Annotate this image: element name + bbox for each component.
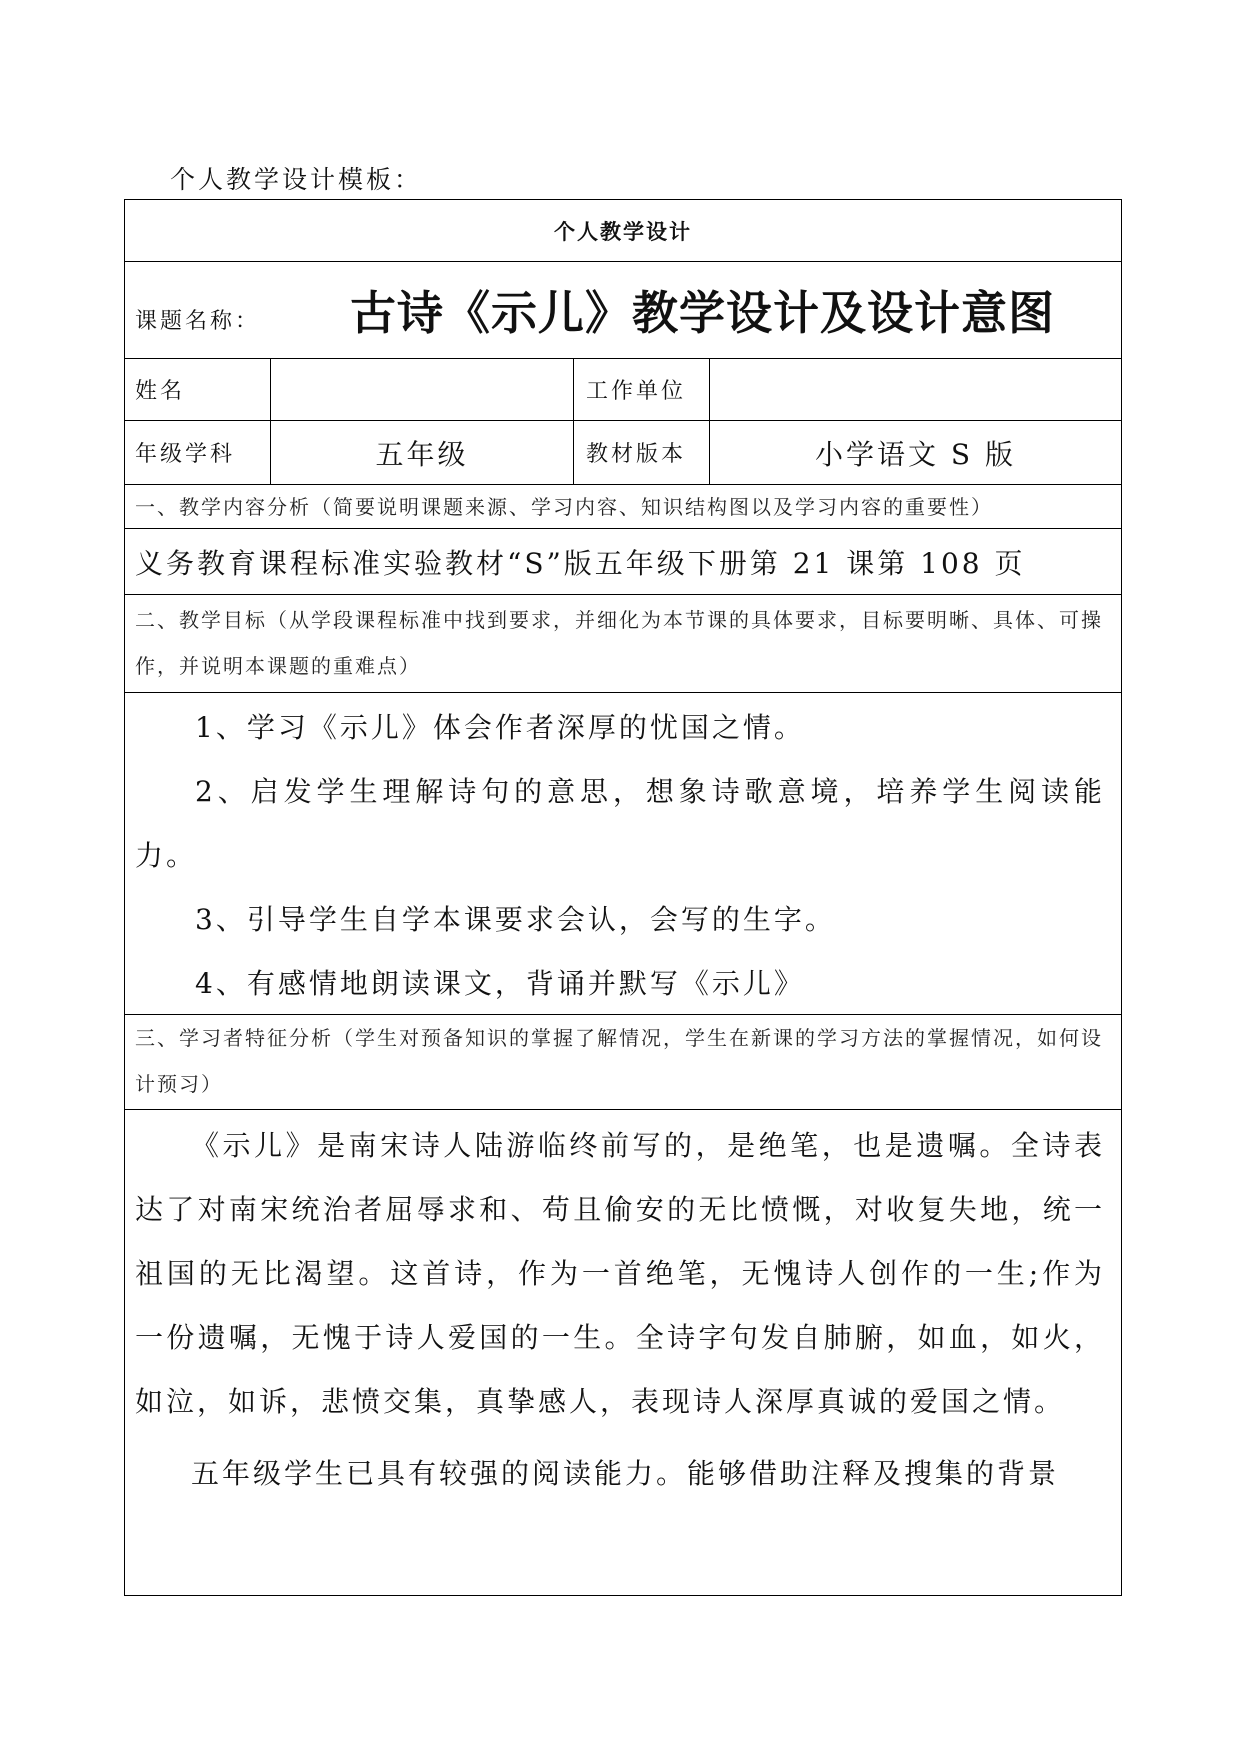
table-header-row [125,200,1121,262]
analysis-paragraph: 《示儿》是南宋诗人陆游临终前写的，是绝笔，也是遗嘱。全诗表达了对南宋统治者屈辱求和、苟且偷安的无比愤慨，对收复失地，统一祖国的无比渴望。这首诗，作为一首绝笔，无愧诗人创作的一生;作为一份遗嘱，无愧于诗人爱国的一生。全诗字句发自肺腑，如血，如火，如泣，如诉，悲愤交集，真挚感人，表现诗人深厚真诚的爱国之情。 [135,1129,1105,1418]
section1-content-row [125,529,1121,595]
goal-list [135,696,1105,1016]
section3-content [135,1114,1105,1506]
grade-label: 年级学科 [135,442,236,467]
goal-item: 2、启发学生理解诗句的意思，想象诗歌意境，培养学生阅读能力。 [135,775,1105,872]
topic-row [125,262,1121,359]
section1-prompt: 一、教学内容分析（简要说明课题来源、学习内容、知识结构图以及学习内容的重要性） [135,495,993,519]
section1-content: 义务教育课程标准实验教材“S”版五年级下册第 21 课第 108 页 [135,546,1026,580]
unit-value [709,359,1121,420]
unit-label: 工作单位 [573,359,709,420]
textbook-value: 小学语文 S 版 [709,421,1121,484]
grade-row [125,421,1121,485]
name-label: 姓名 [135,379,186,404]
name-value [270,359,573,420]
textbook-label: 教材版本 [573,421,709,484]
section3-prompt: 三、学习者特征分析（学生对预备知识的掌握了解情况，学生在新课的学习方法的掌握情况，如何设计预习） [135,1026,1103,1096]
goal-item: 1、学习《示儿》体会作者深厚的忧国之情。 [195,711,805,744]
section3-prompt-row [125,1015,1121,1110]
section2-prompt-row [125,595,1121,693]
topic-title: 古诗《示儿》教学设计及设计意图 [350,286,1055,340]
topic-label: 课题名称： [135,308,261,334]
section2-goals-row [125,693,1121,1015]
name-row [125,359,1121,421]
page-heading: 个人教学设计模板： [170,165,423,194]
table-header: 个人教学设计 [554,218,692,244]
lesson-design-table [124,199,1122,1596]
grade-value: 五年级 [270,421,573,484]
goal-item: 3、引导学生自学本课要求会认，会写的生字。 [195,903,836,936]
goal-item: 4、有感情地朗读课文，背诵并默写《示儿》 [195,967,805,1000]
analysis-paragraph: 五年级学生已具有较强的阅读能力。能够借助注释及搜集的背景 [191,1457,1060,1490]
section2-prompt: 二、教学目标（从学段课程标准中找到要求，并细化为本节课的具体要求，目标要明晰、具体、可操作，并说明本课题的重难点） [135,608,1103,678]
section1-prompt-row [125,485,1121,529]
